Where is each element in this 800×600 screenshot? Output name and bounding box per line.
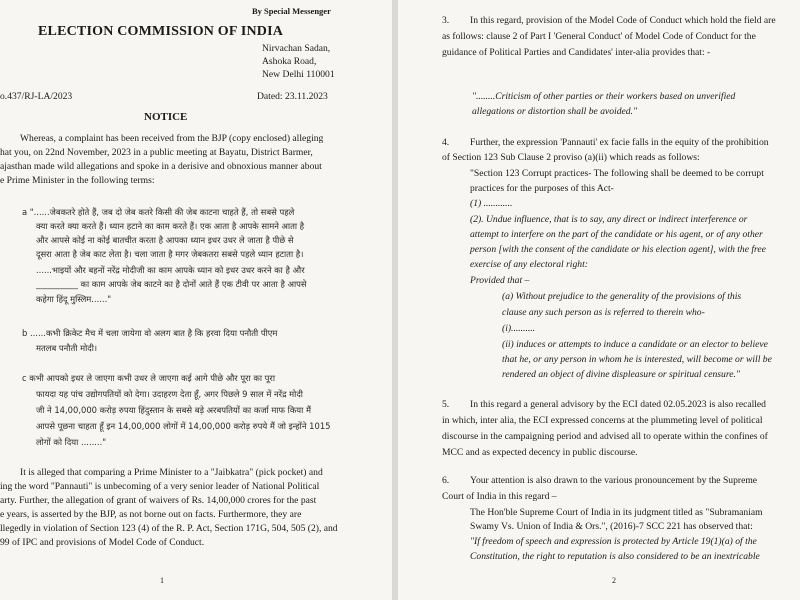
proviso-a-line-2: clause any such person as is referred to therein who- [502,307,705,318]
address-line-2: Ashoka Road, [262,56,317,67]
para1-line-4: e Prime Minister in the following terms: [0,175,155,186]
page-number-1: 1 [160,576,164,585]
section123-item-2-line-1: (2). Undue influence, that is to say, any direct or indirect interference or [470,214,748,225]
quote-a-line-2: क्या करते क्या करते हैं। ध्यान हटाने का काम करते हैं। एक आता है आपके सामने आता है [36,221,305,231]
proviso-i: (i).......... [502,323,536,334]
para6-quote-line-4: Constitution, the right to reputation is also considered to be an inextricable [470,551,760,562]
quote-a-line-6: __________ का काम आपके जेब काटने का है दोनों आते हैं एक टीवी पर आता है आपसे [36,279,307,289]
quote-c-line-3: जी ने 14,00,000 करोड़ रुपया हिंदुस्तान के सबसे बड़े अरबपतियों का कर्जा माफ किया मैं [36,405,311,415]
para6-quote-line-1: The Hon'ble Supreme Court of India in its judgment titled as "Subramaniam [470,507,763,518]
notice-date: Dated: 23.11.2023 [257,91,328,102]
para4-line-1: Further, the expression 'Pannauti' ex facie falls in the equity of the prohibition [470,137,769,148]
quote-b-line-2: मतलब पनौती मोदी। [36,343,98,353]
quote-a-line-7: कहेगा हिंदू मुस्लिम......" [36,294,112,304]
para2-line-3: arty. Further, the allegation of grant of waivers of Rs. 14,00,000 crores for the past [0,495,317,506]
notice-heading: NOTICE [144,111,188,123]
para5-line-1: In this regard a general advisory by the ECI dated 02.05.2023 is also recalled [470,399,766,410]
para6-line-1: Your attention is also drawn to the various pronouncement by the Supreme [470,475,758,486]
para3-line-2: as follows: clause 2 of Part I 'General Conduct' of Model Code of Conduct for the [442,31,756,42]
para4-number: 4. [442,137,450,148]
para5-number: 5. [442,399,450,410]
section123-intro-line-2: practices for the purposes of this Act- [470,183,614,194]
para4-line-2: of Section 123 Sub Clause 2 proviso (a)(ii) which reads as follows: [442,152,700,163]
section123-intro-line-1: "Section 123 Corrupt practices- The following shall be deemed to be corrupt [470,168,764,179]
para2-line-5: llegedly in violation of Section 123 (4) of the R. P. Act, Section 171G, 504, 505 (2), and [0,523,338,534]
para3-number: 3. [442,15,450,26]
notice-page-1 [0,0,392,600]
section123-item-2-line-3: person [with the consent of the candidate or his election agent], with the free [470,244,766,255]
address-line-3: New Delhi 110001 [262,69,335,80]
proviso-ii-line-2: that he, or any person in whom he is interested, will become or will be [502,354,772,365]
para2-line-4: e years, is asserted by the BJP, as not borne out on facts. Furthermore, they are [0,509,302,520]
section123-item-2-line-4: exercise of any electoral right: [470,259,588,270]
address-line-1: Nirvachan Sadan, [262,43,331,54]
para6-number: 6. [442,475,450,486]
proviso-ii-line-1: (ii) induces or attempts to induce a candidate or an elector to believe [502,339,768,350]
reference-number: o.437/RJ-LA/2023 [0,91,73,102]
by-special-messenger: By Special Messenger [252,6,331,16]
para1-line-1: Whereas, a complaint has been received from the BJP (copy enclosed) alleging [20,133,324,144]
notice-page-2 [398,0,800,600]
quote-a-line-4: दूसरा आता है जेब काट लेता है। चला जाता है मगर जेबकतरा सबसे पहले ध्यान हटाता है। [36,249,304,259]
proviso-ii-line-3: rendered an object of divine displeasure or spiritual censure." [502,369,740,380]
para2-line-1: It is alleged that comparing a Prime Minister to a "Jaibkatra" (pick pocket) and [20,467,323,478]
quote-c-line-5: लोगों को दिया ........" [36,437,107,447]
quote-c-line-1: c कभी आपको इधर ले जाएगा कभी उधर ले जाएगा कई आगे पीछे और पूरा का पूरा [22,373,276,383]
para1-line-3: ajasthan made wild allegations and spoke in a derisive and obnoxious manner about [0,161,322,172]
para5-line-4: MCC and as expected decency in public discourse. [442,447,638,458]
para1-line-2: hat you, on 22nd November, 2023 in a public meeting at Bayatu, District Barmer, [0,147,313,158]
para3-quote-line-1: "........Criticism of other parties or their workers based on unverified [472,91,736,102]
quote-c-line-4: आपसे पूछना चाहता हूँ इन 14,00,000 लोगों में 14,00,000 करोड़ रुपये मैं जो इन्होंने 1015 [36,421,331,431]
quote-a-line-5: ......भाइयों और बहनों नरेंद्र मोदीजी का काम आपके ध्यान को इधर उधर करने का है और [36,265,305,275]
para6-line-2: Court of India in this regard – [442,491,557,502]
para5-line-3: discourse in the campaigning period and advised all to operate within the confines of [442,431,768,442]
proviso-a-line-1: (a) Without prejudice to the generality of the provisions of this [502,291,742,302]
quote-a-line-3: और आपसे कोई ना कोई बातचीत करता है आपका ध्यान इधर उधर ले जाता है पीछे से [36,235,294,245]
quote-a-line-1: a "......जेबकतरे होते हैं, जब दो जेब कतरे किसी की जेब काटना चाहते हैं, तो सबसे पहले [22,207,295,217]
para6-quote-line-3: "If freedom of speech and expression is protected by Article 19(1)(a) of the [470,536,757,547]
page-number-2: 2 [612,576,616,585]
para3-line-3: guidance of Political Parties and Candidates' inter-alia provides that: - [442,47,711,58]
proviso-heading: Provided that – [470,275,530,286]
quote-c-line-2: फायदा यह पांच उद्योगपतियों को देगा। उदाहरण देता हूँ, अगर पिछले 9 साल में नरेंद्र मोदी [36,389,303,399]
para2-line-2: ing the word "Pannauti" is unbecoming of a very senior leader of National Political [0,481,320,492]
quote-b-line-1: b ......कभी क्रिकेट मैच में चला जायेगा वो अलग बात है कि हरवा दिया पनौती पीएम [22,328,278,338]
org-title: ELECTION COMMISSION OF INDIA [38,24,284,39]
para3-quote-line-2: allegations or distortion shall be avoided." [472,106,637,117]
para2-line-6: 99 of IPC and provisions of Model Code of Conduct. [0,537,205,548]
para6-quote-line-2: Swamy Vs. Union of India & Ors.", (2016)-7 SCC 221 has observed that: [470,521,753,532]
section123-item-2-line-2: attempt to interfere on the part of the candidate or his agent, or of any other [470,229,763,240]
section123-item-1: (1) ............ [470,198,513,209]
para3-line-1: In this regard, provision of the Model Code of Conduct which hold the field are [470,15,776,26]
para5-line-2: in which, inter alia, the ECI expressed concerns at the plummeting level of political [442,415,763,426]
